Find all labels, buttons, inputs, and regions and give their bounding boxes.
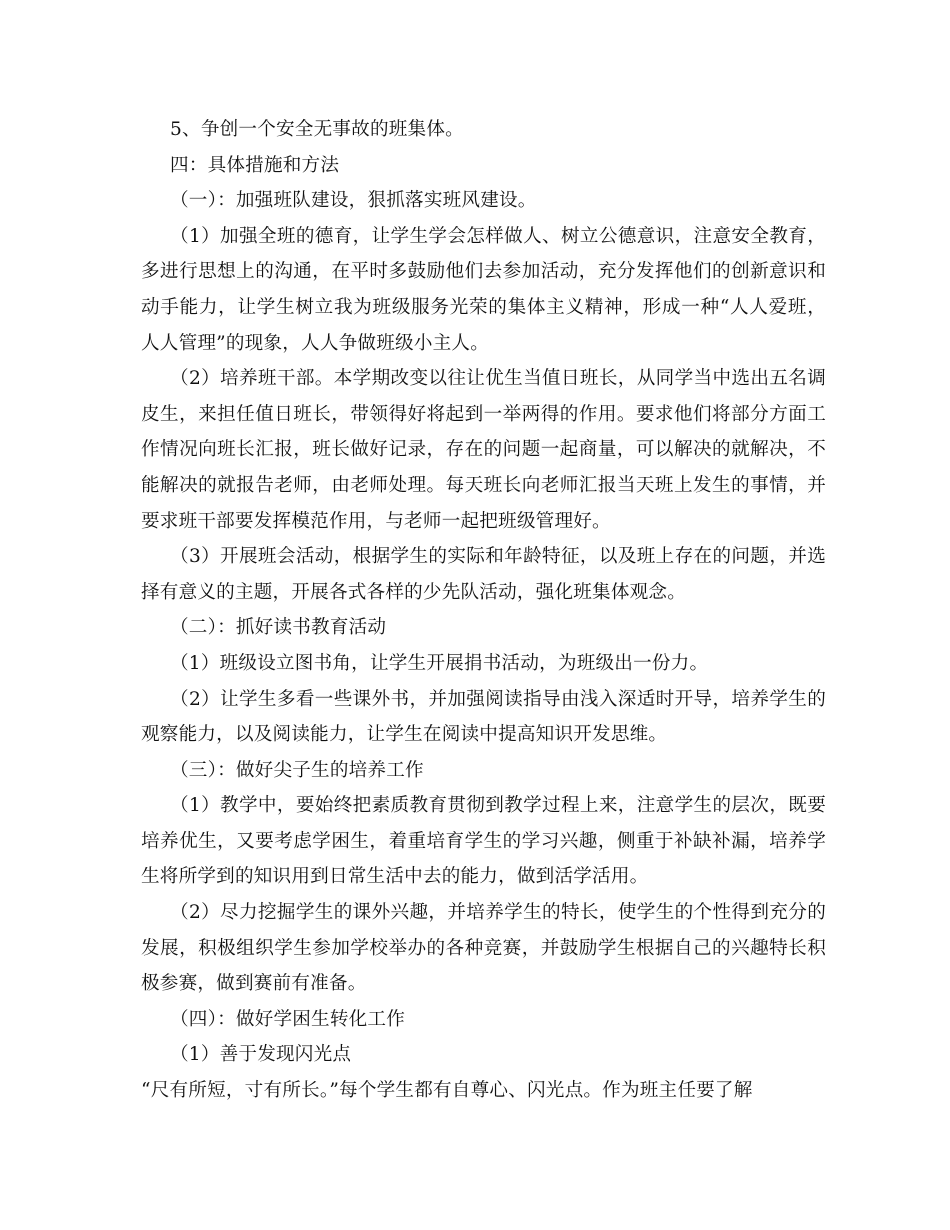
- paragraph-moral-education: （1）加强全班的德育，让学生学会怎样做人、树立公德意识，注意安全教育，多进行思想上的沟通，在平时多鼓励他们去参加活动，充分发挥他们的创新意识和动手能力，让学生树立我为班级服务光荣的集体主义精神，形成一种“人人爱班，人人管理”的现象，人人争做班级小主人。: [141, 225, 826, 354]
- subheading-top-students: （三）：做好尖子生的培养工作: [170, 759, 424, 781]
- subheading-struggling-students: （四）：做好学困生转化工作: [170, 1008, 406, 1030]
- paragraph-class-meetings: （3）开展班会活动，根据学生的实际和年龄特征，以及班上存在的问题，并选择有意义的主题，开展各式各样的少先队活动，强化班集体观念。: [141, 546, 826, 603]
- subheading-class-building: （一）：加强班队建设，狠抓落实班风建设。: [170, 190, 537, 212]
- paragraph-class-cadres: （2）培养班干部。本学期改变以往让优生当值日班长，从同学当中选出五名调皮生，来担任值日班长，带领得好将起到一举两得的作用。要求他们将部分方面工作情况向班长汇报，班长做好记录，存在的问题一起商量，可以解决的就解决，不能解决的就报告老师，由老师处理。每天班长向老师汇报当天班上发生的事情，并要求班干部要发挥模范作用，与老师一起把班级管理好。: [141, 368, 826, 532]
- paragraph-find-bright-spots: （1）善于发现闪光点: [170, 1044, 352, 1066]
- paragraph-book-corner: （1）班级设立图书角，让学生开展捐书活动，为班级出一份力。: [170, 652, 709, 674]
- goal-item-5: 5、争创一个安全无事故的班集体。: [170, 119, 464, 140]
- subheading-reading-activities: （二）：抓好读书教育活动: [170, 617, 387, 639]
- paragraph-extracurricular-interests: （2）尽力挖掘学生的课外兴趣，并培养学生的特长，使学生的个性得到充分的发展，积极组织学生参加学校举办的各种竞赛，并鼓励学生根据自己的兴趣特长积极参赛，做到赛前有准备。: [141, 902, 826, 995]
- section-heading-measures: 四：具体措施和方法: [170, 154, 340, 176]
- paragraph-reading-guidance: （2）让学生多看一些课外书，并加强阅读指导由浅入深适时开导，培养学生的观察能力，以及阅读能力，让学生在阅读中提高知识开发思维。: [141, 688, 826, 746]
- document-body: [141, 112, 826, 1109]
- paragraph-quality-education: （1）教学中，要始终把素质教育贯彻到教学过程上来，注意学生的层次，既要培养优生，又要考虑学困生，着重培育学生的学习兴趣，侧重于补缺补漏，培养学生将所学到的知识用到日常生活中去的能力，做到活学活用。: [141, 795, 826, 888]
- paragraph-proverb: “尺有所短，寸有所长。”每个学生都有自尊心、闪光点。作为班主任要了解: [141, 1080, 753, 1102]
